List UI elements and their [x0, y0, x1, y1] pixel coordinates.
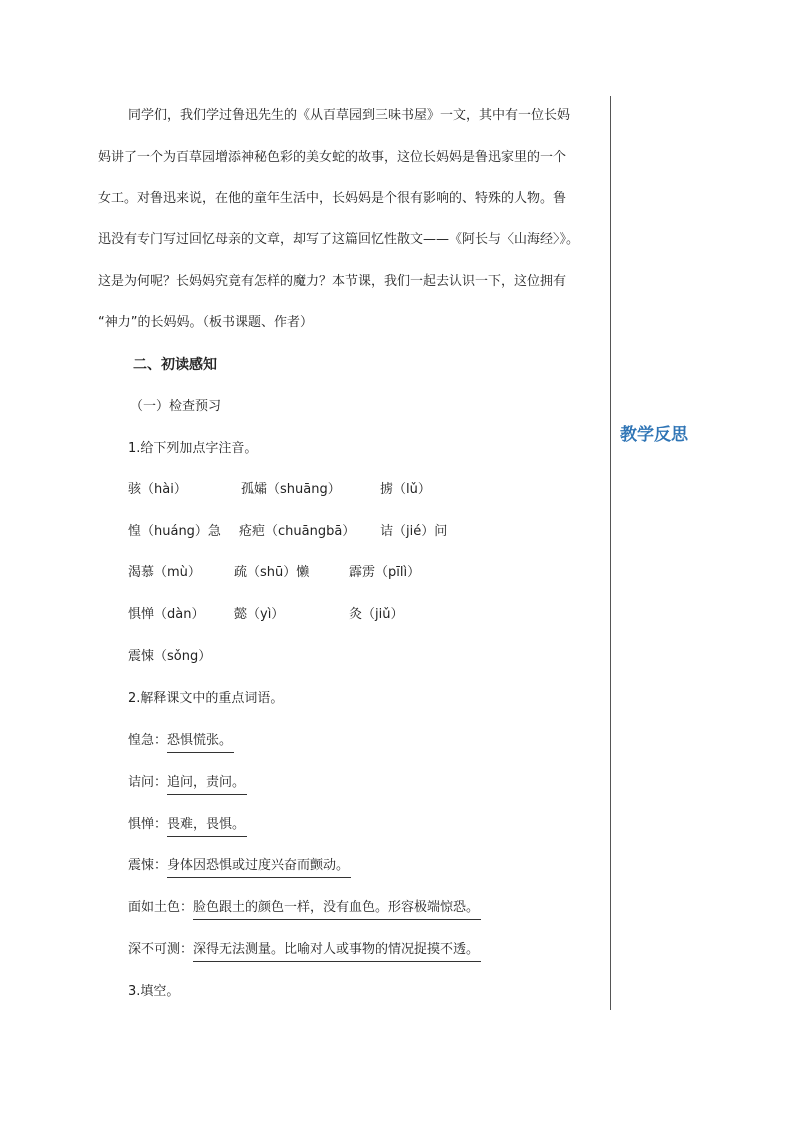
intro-line-2: 妈讲了一个为百草园增添神秘色彩的美女蛇的故事，这位长妈妈是鲁迅家里的一个	[98, 150, 567, 165]
question-3: 3.填空。	[128, 984, 180, 999]
pinyin-item: 懿（yì）	[234, 607, 285, 622]
vocab-answer: 追问，责问。	[167, 775, 247, 795]
column-divider	[610, 96, 611, 1010]
vocab-term: 惶急：	[128, 733, 168, 748]
intro-line-4: 迅没有专门写过回忆母亲的文章，却写了这篇回忆性散文——《阿长与〈山海经〉》。	[98, 232, 580, 247]
vocab-row	[128, 731, 234, 751]
pinyin-item: 掳（lǔ）	[380, 482, 431, 497]
vocab-answer: 畏难，畏惧。	[167, 817, 247, 837]
pinyin-item: 疮疤（chuāngbā）	[239, 524, 356, 539]
pinyin-item: 诘（jié）问	[380, 524, 448, 539]
pinyin-item: 孤孀（shuāng）	[241, 482, 341, 497]
vocab-term: 惧惮：	[128, 817, 168, 832]
pinyin-item: 霹雳（pīlì）	[349, 565, 421, 580]
pinyin-item: 骇（hài）	[128, 482, 187, 497]
section-heading: 二、初读感知	[133, 357, 217, 373]
vocab-row	[128, 773, 247, 793]
question-1: 1.给下列加点字注音。	[128, 441, 258, 456]
pinyin-item: 惧惮（dàn）	[128, 607, 205, 622]
question-2: 2.解释课文中的重点词语。	[128, 691, 284, 706]
intro-line-5: 这是为何呢？长妈妈究竟有怎样的魔力？本节课，我们一起去认识一下，这位拥有	[98, 274, 567, 289]
subsection-title: （一）检查预习	[130, 399, 222, 414]
teaching-reflection-label: 教学反思	[620, 425, 688, 445]
vocab-term: 面如土色：	[128, 900, 194, 915]
vocab-row	[128, 940, 481, 960]
pinyin-item: 渴慕（mù）	[128, 565, 201, 580]
vocab-row	[128, 815, 247, 835]
vocab-answer: 脸色跟土的颜色一样，没有血色。形容极端惊恐。	[193, 900, 481, 920]
vocab-row	[128, 856, 351, 876]
pinyin-item: 疏（shū）懒	[234, 565, 310, 580]
pinyin-item: 灸（jiǔ）	[349, 607, 404, 622]
vocab-answer: 深得无法测量。比喻对人或事物的情况捉摸不透。	[193, 942, 481, 962]
vocab-row	[128, 898, 481, 918]
pinyin-item: 震悚（sǒng）	[128, 649, 212, 664]
vocab-term: 深不可测：	[128, 942, 194, 957]
vocab-term: 震悚：	[128, 858, 168, 873]
intro-line-1: 同学们，我们学过鲁迅先生的《从百草园到三味书屋》一文，其中有一位长妈	[128, 108, 571, 123]
intro-line-6: “神力”的长妈妈。（板书课题、作者）	[98, 315, 313, 330]
vocab-answer: 身体因恐惧或过度兴奋而颤动。	[167, 858, 351, 878]
vocab-answer: 恐惧慌张。	[167, 733, 234, 753]
vocab-term: 诘问：	[128, 775, 168, 790]
intro-line-3: 女工。对鲁迅来说，在他的童年生活中，长妈妈是个很有影响的、特殊的人物。鲁	[98, 191, 567, 206]
pinyin-item: 惶（huáng）急	[128, 524, 221, 539]
